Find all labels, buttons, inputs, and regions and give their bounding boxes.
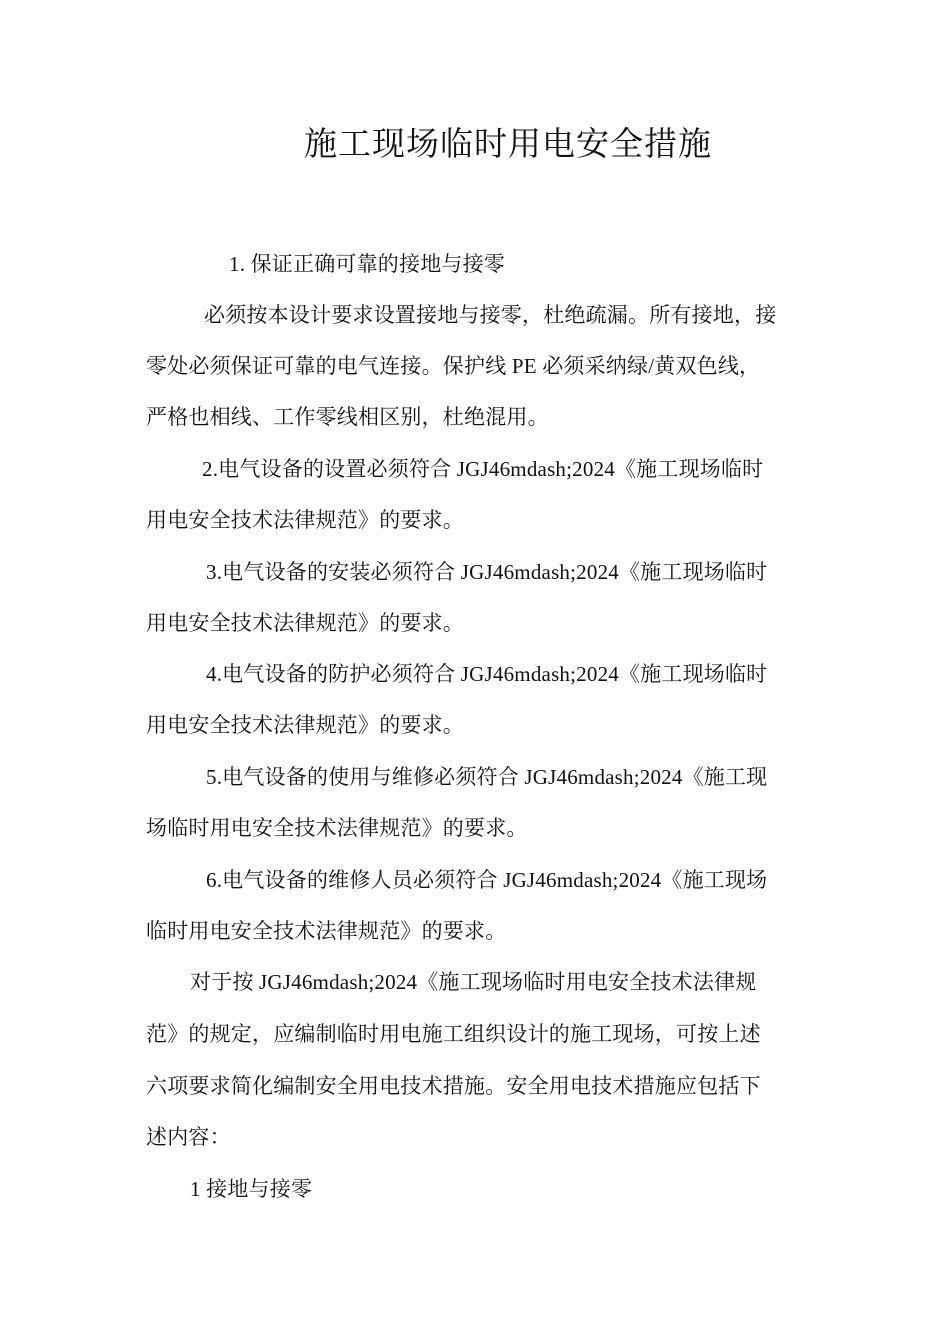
list-item-3-line: 用电安全技术法律规范》的要求。 (146, 611, 464, 635)
list-item-2-line: 用电安全技术法律规范》的要求。 (146, 508, 464, 532)
paragraph-line: 零处必须保证可靠的电气连接。保护线 PE 必须采纳绿/黄双色线， (146, 354, 761, 378)
paragraph-line: 六项要求简化编制安全用电技术措施。安全用电技术措施应包括下 (146, 1074, 761, 1098)
list-item-5-line: 场临时用电安全技术法律规范》的要求。 (146, 816, 528, 840)
list-item-3-line: 3.电气设备的安装必须符合 JGJ46mdash;2024《施工现场临时 (206, 560, 768, 584)
list-item-5-line: 5.电气设备的使用与维修必须符合 JGJ46mdash;2024《施工现 (206, 765, 768, 789)
section-heading-1: 1. 保证正确可靠的接地与接零 (229, 252, 505, 276)
paragraph-line: 范》的规定，应编制临时用电施工组织设计的施工现场，可按上述 (146, 1022, 761, 1046)
list-item-4-line: 4.电气设备的防护必须符合 JGJ46mdash;2024《施工现场临时 (206, 662, 768, 686)
paragraph-line: 述内容： (146, 1125, 231, 1149)
paragraph-line: 对于按 JGJ46mdash;2024《施工现场临时用电安全技术法律规 (190, 970, 757, 994)
section-heading-1-repeat: 1 接地与接零 (190, 1177, 313, 1201)
list-item-6-line: 6.电气设备的维修人员必须符合 JGJ46mdash;2024《施工现场 (206, 868, 768, 892)
paragraph-line: 必须按本设计要求设置接地与接零，杜绝疏漏。所有接地，接 (204, 303, 777, 327)
list-item-4-line: 用电安全技术法律规范》的要求。 (146, 713, 464, 737)
list-item-2-line: 2.电气设备的设置必须符合 JGJ46mdash;2024《施工现场临时 (202, 457, 764, 481)
list-item-6-line: 临时用电安全技术法律规范》的要求。 (146, 919, 507, 943)
document-title: 施工现场临时用电安全措施 (304, 127, 712, 163)
paragraph-line: 严格也相线、工作零线相区别，杜绝混用。 (146, 405, 549, 429)
